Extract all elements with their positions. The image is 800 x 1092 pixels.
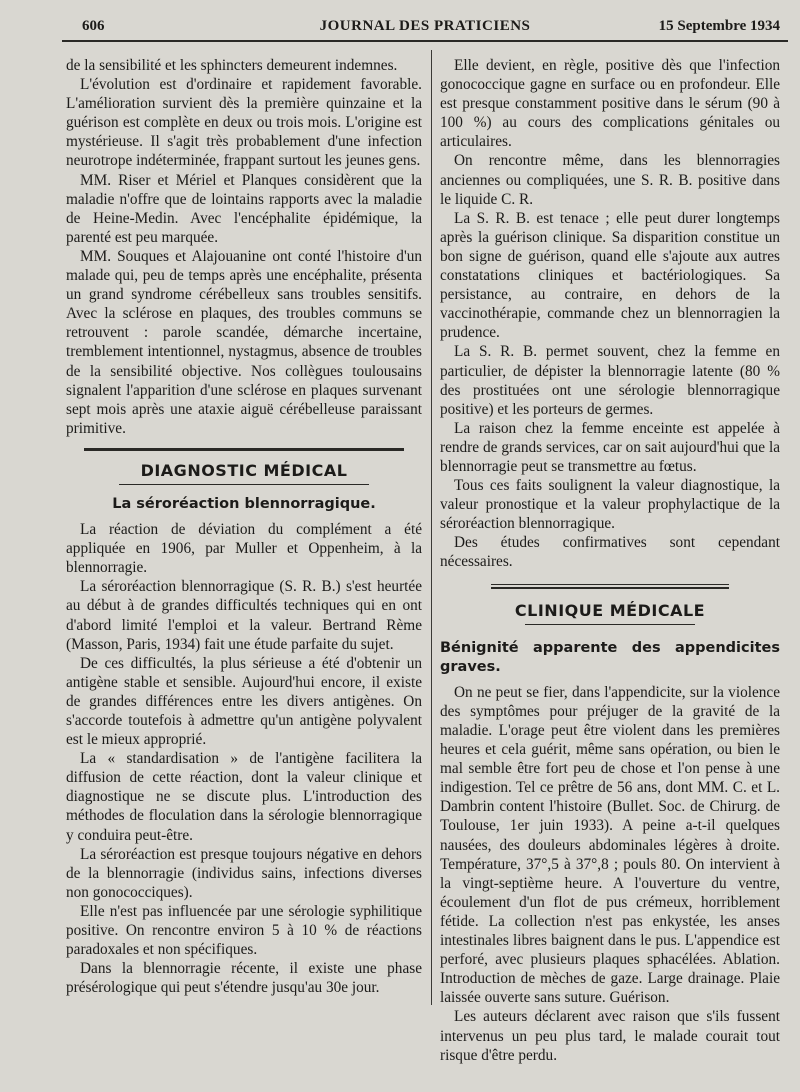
column-divider (431, 50, 432, 1005)
paragraph: Dans la blennorragie récente, il existe une phase présérologique qui peut s'étendre jusqu'au 30e jour. (66, 960, 422, 997)
page-header (62, 14, 788, 42)
paragraph: de la sensibilité et les sphincters demeurent indemnes. (66, 57, 398, 74)
left-column (66, 56, 422, 997)
paragraph: La raison chez la femme enceinte est appelée à rendre de grands services, car on sait aujourd'hui que la blennorragie peut se transmettre au fœtus. (440, 419, 780, 475)
paragraph: MM. Riser et Mériel et Planques considèrent que la maladie n'offre que de lointains rapports avec la maladie de Heine-Medin. Avec l'encéphalite épidémique, la parenté est peu marquée. (66, 171, 422, 246)
section-title-clinique: CLINIQUE MÉDICALE (514, 600, 706, 620)
section-rule-bottom (119, 484, 368, 485)
issue-date: 15 Septembre 1934 (658, 18, 780, 34)
paragraph: La « standardisation » de l'antigène facilitera la diffusion de cette réaction, dont la valeur clinique et diagnostique ne se discute plus. L'introduction des méthodes de floculation dans la sérologie blennorragique y conduira peut-être. (66, 750, 422, 844)
paragraph: De ces difficultés, la plus sérieuse a été d'obtenir un antigène stable et sensible. Aujourd'hui encore, il existe de grandes différences entre les divers antigènes. On s'accorde toutefois à admettre qu'un antigène polyvalent est le mieux approprié. (66, 654, 422, 749)
paragraph: Elle devient, en règle, positive dès que l'infection gonococcique gagne en surface ou en profondeur. Elle est presque constamment positive dans le sérum (90 à 100 %) au cours des complications génitales ou articulaires. (440, 57, 780, 151)
paragraph: On rencontre même, dans les blennorragies anciennes ou compliquées, une S. R. B. positive dans le liquide C. R. (440, 152, 780, 208)
paragraph: MM. Souques et Alajouanine ont conté l'histoire d'un malade qui, peu de temps après une encéphalite, présenta un grand syndrome cérébelleux sans troubles sensitifs. Avec la sclérose en plaques, des troubles communs se retrouvent : parole scandée, démarche incertaine, tremblement intentionnel, nystagmus, absence de troubles de la sensibilité objective. Nos collègues toulousains signalent l'apparition d'une sclérose en plaques survenant sept mois après une ataxie aiguë cérébelleuse paraissant primitive. (66, 247, 422, 437)
section-rule-top-double (491, 587, 729, 589)
paragraph: La séroréaction est presque toujours négative en dehors de la blennorragie (individus sains, infections diverses non gonococciques). (66, 845, 422, 901)
section-title-diagnostic: DIAGNOSTIC MÉDICAL (140, 460, 348, 480)
paragraph: Elle n'est pas influencée par une sérologie syphilitique positive. On rencontre environ 5 à 10 % de réactions paradoxales et non spécifiques. (66, 902, 422, 959)
paragraph: La réaction de déviation du complément a été appliquée en 1906, par Muller et Oppenheim, à la blennorragie. (66, 521, 422, 577)
article-title-appendicites: Bénignité apparente des appendicites graves. (440, 639, 780, 675)
article-title-srb: La séroréaction blennorragique. (112, 495, 376, 512)
paragraph: La S. R. B. permet souvent, chez la femme en particulier, de dépister la blennorragie latente (80 % des prostituées ont une sérologie blennorragique positive) et les porteurs de germes. (440, 343, 780, 418)
paragraph: Tous ces faits soulignent la valeur diagnostique, la valeur pronostique et la valeur prophylactique de la séroréaction blennorragique. (440, 477, 780, 533)
paragraph: L'évolution est d'ordinaire et rapidement favorable. L'amélioration survient dès la première quinzaine et la guérison est complète en deux ou trois mois. L'origine est mystérieuse. Il s'agit très probablement d'une infection neurotrope indéterminée, frappant surtout les jeunes gens. (66, 76, 422, 170)
page-number: 606 (82, 18, 105, 34)
paragraph: On ne peut se fier, dans l'appendicite, sur la violence des symptômes pour préjuger de la gravité de la maladie. L'orage peut être violent dans les premières heures et cela guérit, même sans opération, ou bien le mal semble être fort peu de chose et l'on pense à une indigestion. Tel ce prêtre de 56 ans, dont MM. C. et L. Dambrin content l'histoire (Bullet. Soc. de Chirurg. de Toulouse, 1er juin 1933). A peine a-t-il quelques nausées, des douleurs abdominales légères à droite. Température, 37°,5 à 37°,8 ; pouls 80. On intervient à la vingt-septième heure. A l'ouverture du ventre, écoulement d'un flot de pus crémeux, horriblement fétide. La collection n'est pas enkystée, les anses intestinales libres baignent dans le pus. L'appendice est perforé, avec plusieurs plaques sphacélées. Ablation. Introduction de mèches de gaze. Large drainage. Plaie laissée ouverte sans suture. Guérison. (440, 683, 780, 1007)
right-column (440, 56, 780, 1065)
journal-name: JOURNAL DES PRATICIENS (319, 18, 531, 34)
paragraph: Des études confirmatives sont cependant nécessaires. (440, 534, 780, 571)
paragraph: La S. R. B. est tenace ; elle peut durer longtemps après la guérison clinique. Sa disparition constitue un bon signe de guérison, quand elle s'ajoute aux autres constatations cliniques et bactériologiques. Sa persistance, au contraire, en dehors de la vaccinothérapie, commande chez un blennorragien la prudence. (440, 209, 780, 342)
section-rule-top (84, 448, 404, 451)
paragraph: La séroréaction blennorragique (S. R. B.) s'est heurtée au début à de grandes difficultés techniques qui en ont d'abord limité l'emploi et la valeur. Bertrand Rème (Masson, Paris, 1934) fait une étude parfaite du sujet. (66, 578, 422, 653)
section-rule-top (491, 584, 729, 585)
paragraph: Les auteurs déclarent avec raison que s'ils fussent intervenus un peu plus tard, le malade courait tout risque d'être perdu. (440, 1008, 780, 1064)
section-rule-bottom (525, 624, 695, 625)
